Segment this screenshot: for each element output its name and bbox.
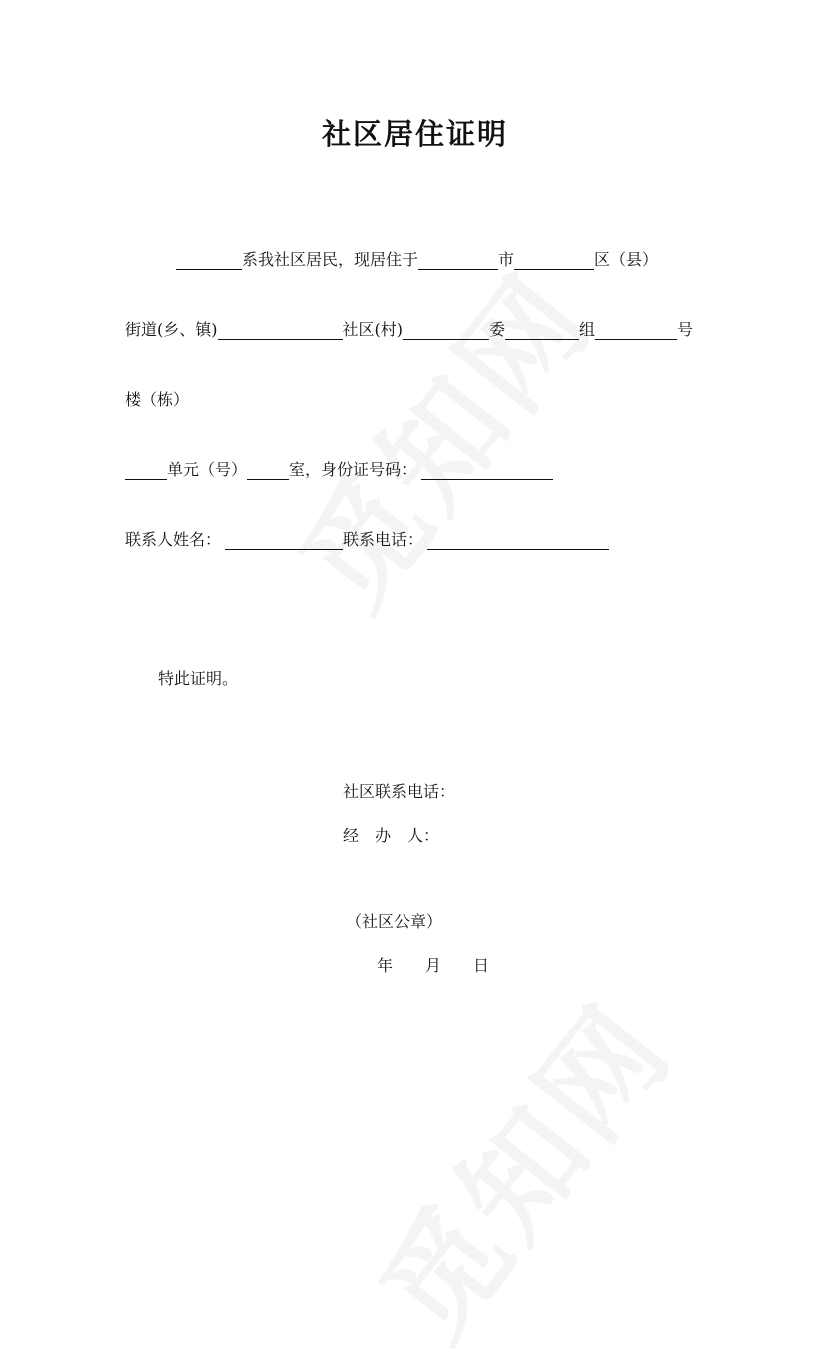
contact-phone-label: 联系电话： — [343, 530, 424, 549]
committee-blank[interactable] — [403, 319, 489, 340]
closing-text: 特此证明。 — [158, 669, 239, 688]
document-title: 社区居住证明 — [321, 117, 508, 151]
community-label: 社区(村) — [342, 320, 403, 339]
contact-name-blank[interactable] — [225, 529, 343, 550]
date-line: 年 月 日 — [377, 956, 490, 975]
building-line — [125, 382, 189, 410]
district-blank[interactable] — [514, 249, 594, 270]
contact-line — [125, 522, 609, 550]
city-label: 市 — [498, 250, 515, 269]
handler-label: 经 办 人： — [343, 826, 440, 845]
street-label: 街道(乡、镇) — [125, 320, 218, 339]
watermark-bottom — [335, 964, 703, 1368]
unit-line — [125, 452, 553, 480]
building-label: 楼（栋） — [125, 390, 190, 409]
room-blank[interactable] — [247, 459, 289, 480]
resident-statement: 系我社区居民，现居住于 — [242, 250, 419, 269]
street-blank[interactable] — [218, 319, 343, 340]
unit-blank[interactable] — [125, 459, 167, 480]
id-number-label: 室，身份证号码： — [289, 460, 418, 479]
city-blank[interactable] — [418, 249, 498, 270]
contact-phone-blank[interactable] — [427, 529, 609, 550]
contact-name-label: 联系人姓名： — [125, 530, 222, 549]
community-phone-label: 社区联系电话： — [343, 782, 456, 801]
group-label: 组 — [579, 320, 596, 339]
id-number-blank[interactable] — [421, 459, 553, 480]
community-seal: （社区公章） — [346, 912, 443, 931]
residence-line — [176, 242, 658, 270]
district-label: 区（县） — [594, 250, 659, 269]
number-label: 号 — [677, 320, 694, 339]
group-blank[interactable] — [505, 319, 579, 340]
address-line — [125, 312, 693, 340]
watermark — [255, 234, 623, 638]
resident-name-blank[interactable] — [176, 249, 242, 270]
number-blank[interactable] — [595, 319, 677, 340]
committee-label: 委 — [489, 320, 506, 339]
unit-label: 单元（号） — [167, 460, 248, 479]
